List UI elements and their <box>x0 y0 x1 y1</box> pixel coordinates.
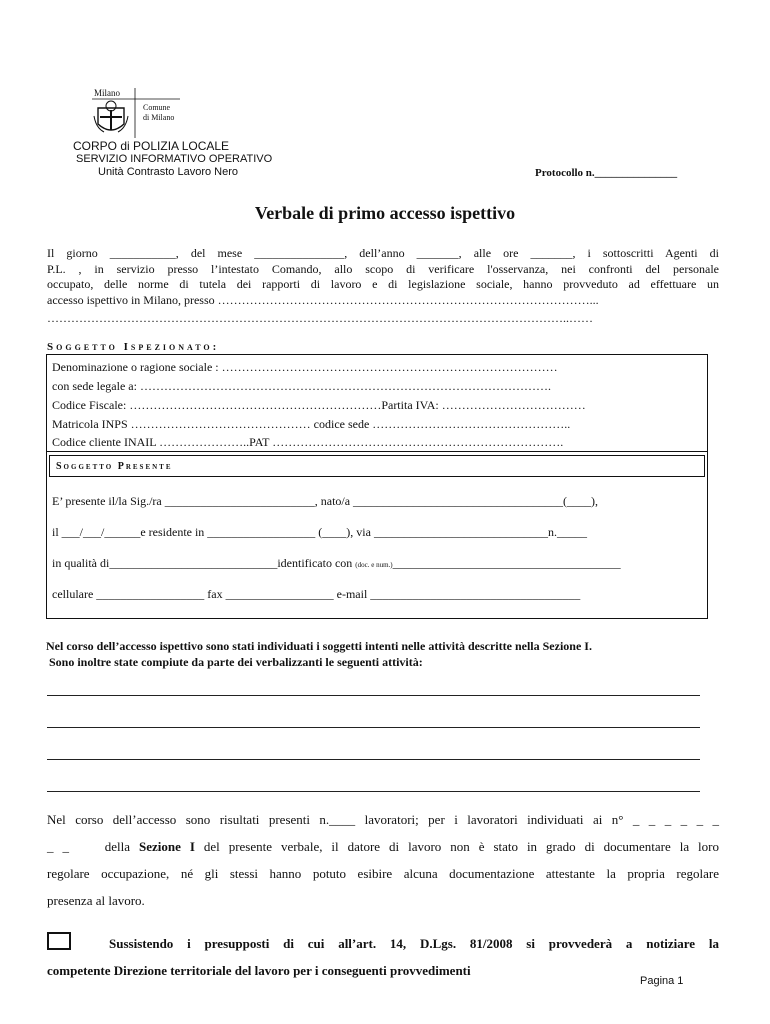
para2-line-4: presenza al lavoro. <box>47 893 145 908</box>
para2-line-2b: del presente verbale, il datore di lavoro non è stato in grado di documentare la loro <box>194 839 719 854</box>
para2-line-2a[interactable]: _ _ della <box>47 839 139 854</box>
para2-line-3: regolare occupazione, né gli stessi hanno potuto esibire alcuna documentazione attestante la propria regolare <box>47 866 719 881</box>
intro-line-3: occupato, delle norme di tutela dei rapporti di lavoro e di legislazione sociale, hanno provveduto ad effettuare un <box>47 277 719 292</box>
soggetto-ispezionato-box <box>46 354 708 452</box>
sezione-line-2: Sono inoltre state compiute da parte dei verbalizzanti le seguenti attività: <box>46 655 423 669</box>
qualita-label: in qualità di____________________________identificato con <box>52 556 356 570</box>
para2-line-1[interactable]: Nel corso dell’accesso sono risultati presenti n.____ lavoratori; per i lavoratori individuati ai n° _ _ _ _ _ _ <box>47 812 719 827</box>
comune-milano-logo <box>90 86 190 142</box>
coat-of-arms-icon <box>90 86 190 142</box>
intro-line-4[interactable]: accesso ispettivo in Milano, presso …………………………………………………………………………………... <box>47 292 599 307</box>
soggetto-presente-header <box>49 455 705 477</box>
soggetto-presente-title: Soggetto Presente <box>56 461 173 472</box>
org-line-2: SERVIZIO INFORMATIVO OPERATIVO <box>76 153 273 165</box>
activity-line-4[interactable] <box>47 791 700 792</box>
activity-line-3[interactable] <box>47 759 700 760</box>
soggetto-ispezionato-title: Soggetto Ispezionato: <box>47 341 220 353</box>
intro-dotted-line[interactable]: …………………………………………………………………………………………………………………..…… <box>47 311 593 325</box>
page-number: Pagina 1 <box>640 975 684 987</box>
presente-contatti-field[interactable]: cellulare __________________ fax __________________ e-mail ___________________________________ <box>52 587 581 601</box>
org-line-3: Unità Contrasto Lavoro Nero <box>98 166 239 178</box>
logo-comune-text: Comune <box>143 103 171 112</box>
lavoratori-paragraph <box>47 806 719 914</box>
provvedimento-paragraph <box>47 930 719 984</box>
codice-fiscale-field[interactable]: Codice Fiscale: ………………………………………………………Partita IVA: ……………………………… <box>52 398 586 412</box>
para2-line-2 <box>47 833 719 860</box>
activity-line-2[interactable] <box>47 727 700 728</box>
intro-line-1[interactable]: Il giorno ___________, del mese _______________, dell’anno _______, alle ore _______, i sottoscritti Agenti di <box>47 246 719 260</box>
protocol-field[interactable]: Protocollo n._______________ <box>535 167 678 179</box>
soggetto-presente-box <box>46 451 708 619</box>
logo-di-milano-text: di Milano <box>143 113 175 122</box>
intro-paragraph <box>47 246 719 308</box>
presente-nascita-residenza-field[interactable]: il ___/___/______e residente in __________________ (____), via _____________________________n._____ <box>52 525 587 539</box>
presente-nominativo-field[interactable]: E’ presente il/la Sig./ra _________________________, nato/a ___________________________________(____), <box>52 494 599 508</box>
intro-line-2: P.L. , in servizio presso l’intestato Comando, allo scopo di verificare l'osservanza, nei confronti del personale <box>47 261 719 276</box>
presente-qualita-field[interactable] <box>52 556 621 571</box>
para3-line-2: competente Direzione territoriale del lavoro per i conseguenti provvedimenti <box>47 963 471 978</box>
activity-line-1[interactable] <box>47 695 700 696</box>
sede-legale-field[interactable]: con sede legale a: …………………………………………………………………………………………. <box>52 379 551 393</box>
documento-blank[interactable]: ______________________________________ <box>392 556 621 570</box>
denominazione-field[interactable]: Denominazione o ragione sociale : ………………………………………………………………………… <box>52 360 558 374</box>
para3-line-1: Sussistendo i presupposti di cui all’art. 14, D.Lgs. 81/2008 si provvederà a notiziare la <box>109 936 719 951</box>
document-title: Verbale di primo accesso ispettivo <box>254 203 516 223</box>
logo-city-text: Milano <box>94 88 120 98</box>
matricola-inps-field[interactable]: Matricola INPS ……………………………………… codice sede ………………………………………….. <box>52 417 571 431</box>
sezione-line-1: Nel corso dell’accesso ispettivo sono stati individuati i soggetti intenti nelle attività descritte nella Sezione I. <box>46 639 592 653</box>
org-line-1: CORPO di POLIZIA LOCALE <box>73 139 230 153</box>
codice-inail-field[interactable]: Codice cliente INAIL …………………..PAT ………………………………………………………………. <box>52 435 564 449</box>
sezione-i-ref: Sezione I <box>139 839 195 854</box>
doc-num-hint: (doc. e num.) <box>355 561 393 569</box>
sezione-i-text <box>46 638 592 670</box>
